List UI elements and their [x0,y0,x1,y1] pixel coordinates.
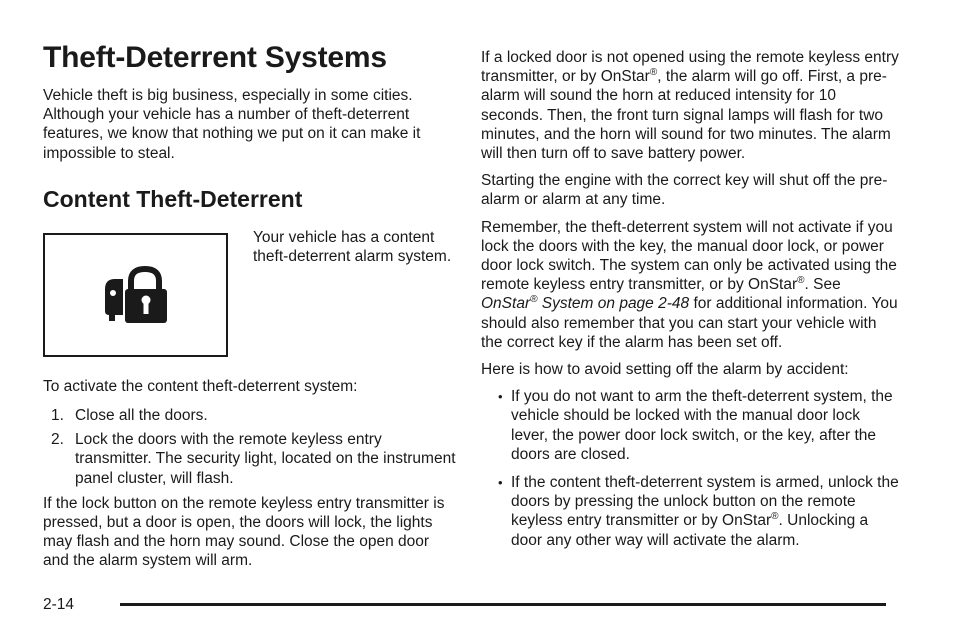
step-number: 2. [51,431,64,449]
page-number: 2-14 [43,596,75,613]
list-item [43,406,458,425]
intro-paragraph: Vehicle theft is big business, especially in some cities. Although your vehicle has a number of theft-deterrent features, we know that nothing we put on it can make it impossible to steal. [43,87,421,162]
onstar-reference-link[interactable]: OnStar® System on page 2-48 [481,294,690,313]
right-column [481,48,901,559]
icon-frame [43,233,228,357]
left-column [43,38,458,571]
remember-paragraph: Remember, the theft-deterrent system will not activate if you lock the doors with the key, the manual door lock, or power door lock switch. The system can only be activated using the remote keyless entry transmitter, or by OnStar®. See OnStar® System on page 2-48 for additional information. You should also remember that you can start your vehicle with the correct key if the alarm has been set off. [481,218,898,351]
alarm-paragraph: If a locked door is not opened using the remote keyless entry transmitter, or by OnStar®, the alarm will go off. First, a pre-alarm will sound the horn at reduced intensity for 10 seconds. Then, the front turn signal lamps will flash for two minutes, and the horn will sound for two minutes. The alarm will then turn off to save battery power. [481,49,899,163]
page-title: Theft-Deterrent Systems [43,41,387,74]
security-lock-icon [101,265,171,325]
bullet-icon: • [498,475,503,491]
step-number: 1. [51,407,64,425]
step-text: Lock the doors with the remote keyless entry transmitter. The security light, located on the instrument panel cluster, will flash. [75,431,456,487]
activate-intro: To activate the content theft-deterrent system: [43,377,358,395]
footer-rule [120,603,886,606]
list-item [43,430,458,488]
engine-paragraph: Starting the engine with the correct key will shut off the pre-alarm or alarm at any time. [481,172,888,209]
icon-caption: Your vehicle has a content theft-deterrent alarm system. [253,228,452,266]
lock-button-paragraph: If the lock button on the remote keyless entry transmitter is pressed, but a door is open, the doors will lock, the lights may flash and the horn may sound. Close the open door and the alarm system will arm. [43,494,445,570]
step-text: Close all the doors. [75,407,208,425]
icon-figure [43,228,458,368]
bullet-icon: • [498,389,503,405]
tips-list [481,387,901,550]
list-item: • If you do not want to arm the theft-deterrent system, the vehicle should be locked with the manual door lock lever, the power door lock switch, or the key, after the doors are closed. [498,388,893,463]
avoid-alarm-paragraph: Here is how to avoid setting off the alarm by accident: [481,361,849,379]
section-title: Content Theft-Deterrent [43,185,303,212]
list-item: • If the content theft-deterrent system is armed, unlock the doors by pressing the unlock button on the remote keyless entry transmitter or by OnStar®. Unlocking a door any other way will activate the alarm. [498,474,899,549]
steps-list [43,406,458,488]
